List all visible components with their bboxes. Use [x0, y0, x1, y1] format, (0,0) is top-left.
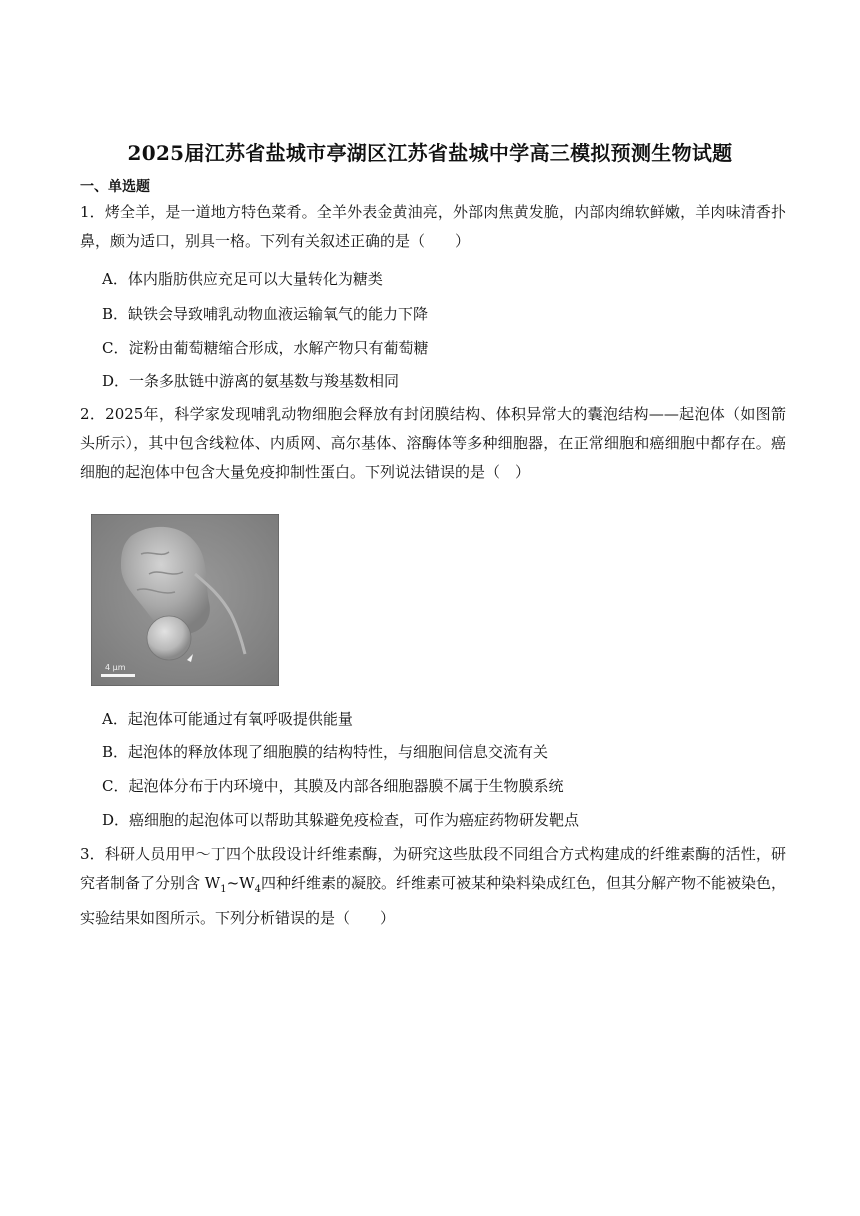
- question-2-option-d: D．癌细胞的起泡体可以帮助其躲避免疫检查，可作为癌症药物研发靶点: [102, 811, 580, 829]
- question-3-stem-mid: ~W: [226, 874, 255, 892]
- question-3-stem-part2: 四种纤维素的凝胶。纤维素可被某种染料染成红色，但其分解产物不能被染色，实验结果如图所示。下列分析错误的是（ ）: [80, 874, 786, 927]
- page-title: 2025届江苏省盐城市亭湖区江苏省盐城中学高三模拟预测生物试题: [127, 141, 733, 165]
- question-3-stem-part1: 3．科研人员用甲～丁四个肽段设计纤维素酶，为研究这些肽段不同组合方式构建成的纤维素酶的活性，研究者制备了分别含 W: [80, 845, 786, 892]
- scale-bar-label: 4 μm: [105, 663, 126, 672]
- subscript-4: 4: [254, 884, 261, 895]
- micrograph-figure: [91, 514, 279, 686]
- question-2-option-a: A．起泡体可能通过有氧呼吸提供能量: [102, 710, 353, 728]
- question-2-option-c: C．起泡体分布于内环境中，其膜及内部各细胞器膜不属于生物膜系统: [102, 777, 564, 795]
- question-1-option-d: D．一条多肽链中游离的氨基数与羧基数相同: [102, 372, 400, 390]
- question-2-stem: 2．2025年，科学家发现哺乳动物细胞会释放有封闭膜结构、体积异常大的囊泡结构——起泡体（如图箭头所示），其中包含线粒体、内质网、高尔基体、溶酶体等多种细胞器，在正常细胞和癌细胞中都存在。癌细胞的起泡体中包含大量免疫抑制性蛋白。下列说法错误的是（ ）: [80, 405, 786, 481]
- question-1-option-b: B．缺铁会导致哺乳动物血液运输氧气的能力下降: [102, 305, 429, 323]
- question-1-option-a: A．体内脂肪供应充足可以大量转化为糖类: [102, 270, 383, 288]
- question-1-option-c: C．淀粉由葡萄糖缩合形成，水解产物只有葡萄糖: [102, 339, 429, 357]
- question-2-option-b: B．起泡体的释放体现了细胞膜的结构特性，与细胞间信息交流有关: [102, 743, 549, 761]
- question-1-stem: 1．烤全羊，是一道地方特色菜肴。全羊外表金黄油亮，外部肉焦黄发脆，内部肉绵软鲜嫩，羊肉味清香扑鼻，颇为适口，别具一格。下列有关叙述正确的是（ ）: [80, 203, 786, 250]
- subscript-1: 1: [220, 884, 227, 895]
- section-heading: 一、单选题: [80, 179, 150, 195]
- question-3-stem: [80, 840, 786, 933]
